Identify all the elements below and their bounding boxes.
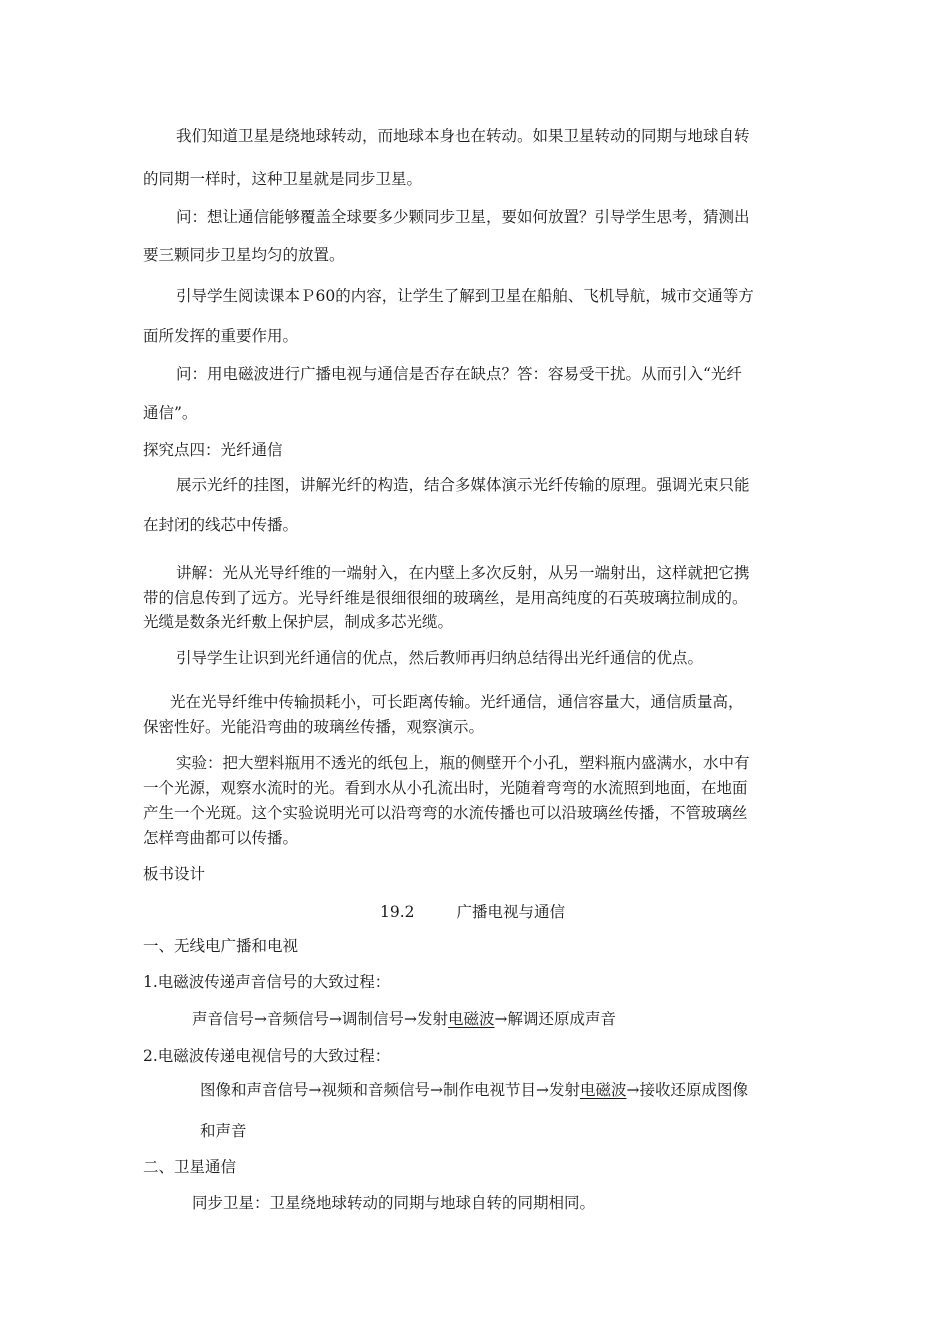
paragraph-line: 引导学生让识到光纤通信的优点，然后教师再归纳总结得出光纤通信的优点。 xyxy=(176,649,704,667)
paragraph-line: 带的信息传到了远方。光导纤维是很细很细的玻璃丝，是用高纯度的石英玻璃拉制成的。 xyxy=(143,589,748,607)
paragraph-line: 通信”。 xyxy=(143,404,198,422)
paragraph-line: 光缆是数条光纤敷上保护层，制成多芯光缆。 xyxy=(143,613,454,631)
paragraph-line: 问：想让通信能够覆盖全球要多少颗同步卫星，要如何放置？引导学生思考，猜测出 xyxy=(176,208,750,226)
paragraph-line: 引导学生阅读课本Ｐ60的内容，让学生了解到卫星在船舶、飞机导航，城市交通等方 xyxy=(176,287,754,305)
paragraph-line: 在封闭的线芯中传播。 xyxy=(143,516,299,534)
paragraph-line: 怎样弯曲都可以传播。 xyxy=(143,829,299,847)
paragraph-line: 面所发挥的重要作用。 xyxy=(143,327,299,345)
paragraph-line: 讲解：光从光导纤维的一端射入，在内壁上多次反射，从另一端射出，这样就把它携 xyxy=(176,564,750,582)
list-item: 2.电磁波传递电视信号的大致过程： xyxy=(143,1047,391,1065)
list-item: 1.电磁波传递声音信号的大致过程： xyxy=(143,973,391,991)
paragraph-line: 保密性好。光能沿弯曲的玻璃丝传播，观察演示。 xyxy=(143,718,485,736)
section-heading: 探究点四：光纤通信 xyxy=(143,441,283,459)
paragraph-line: 我们知道卫星是绕地球转动，而地球本身也在转动。如果卫星转动的同期与地球自转 xyxy=(176,127,750,145)
flow-text: 声音信号→音频信号→调制信号→发射 xyxy=(192,1010,448,1028)
flow-line xyxy=(200,1080,748,1100)
underlined-term: 电磁波 xyxy=(447,1010,495,1028)
paragraph-line: 展示光纤的挂图，讲解光纤的构造，结合多媒体演示光纤传输的原理。强调光束只能 xyxy=(176,476,750,494)
board-design-heading: 板书设计 xyxy=(143,865,206,883)
paragraph-line: 光在光导纤维中传输损耗小，可长距离传输。光纤通信，通信容量大，通信质量高， xyxy=(170,693,744,711)
flow-text: →接收还原成图像 xyxy=(626,1081,748,1099)
paragraph-line: 实验：把大塑料瓶用不透光的纸包上，瓶的侧壁开个小孔，塑料瓶内盛满水，水中有 xyxy=(176,754,750,772)
section-heading: 二、卫星通信 xyxy=(143,1158,237,1176)
flow-line: 和声音 xyxy=(200,1122,247,1140)
board-title xyxy=(380,902,565,922)
paragraph-line: 一个光源，观察水流时的光。看到水从小孔流出时，光随着弯弯的水流照到地面，在地面 xyxy=(143,779,748,797)
board-title-text: 广播电视与通信 xyxy=(456,903,566,921)
underlined-term: 电磁波 xyxy=(579,1081,627,1099)
board-title-number: 19.2 xyxy=(380,903,415,921)
flow-text: →解调还原成声音 xyxy=(494,1010,616,1028)
flow-line xyxy=(192,1009,616,1029)
section-heading: 一、无线电广播和电视 xyxy=(143,937,299,955)
paragraph-line: 的同期一样时，这种卫星就是同步卫星。 xyxy=(143,170,423,188)
definition-line: 同步卫星：卫星绕地球转动的同期与地球自转的同期相同。 xyxy=(192,1194,596,1212)
paragraph-line: 问：用电磁波进行广播电视与通信是否存在缺点？答：容易受干扰。从而引入“光纤 xyxy=(176,365,742,383)
paragraph-line: 产生一个光斑。这个实验说明光可以沿弯弯的水流传播也可以沿玻璃丝传播，不管玻璃丝 xyxy=(143,804,748,822)
paragraph-line: 要三颗同步卫星均匀的放置。 xyxy=(143,246,345,264)
flow-text: 图像和声音信号→视频和音频信号→制作电视节目→发射 xyxy=(200,1081,580,1099)
